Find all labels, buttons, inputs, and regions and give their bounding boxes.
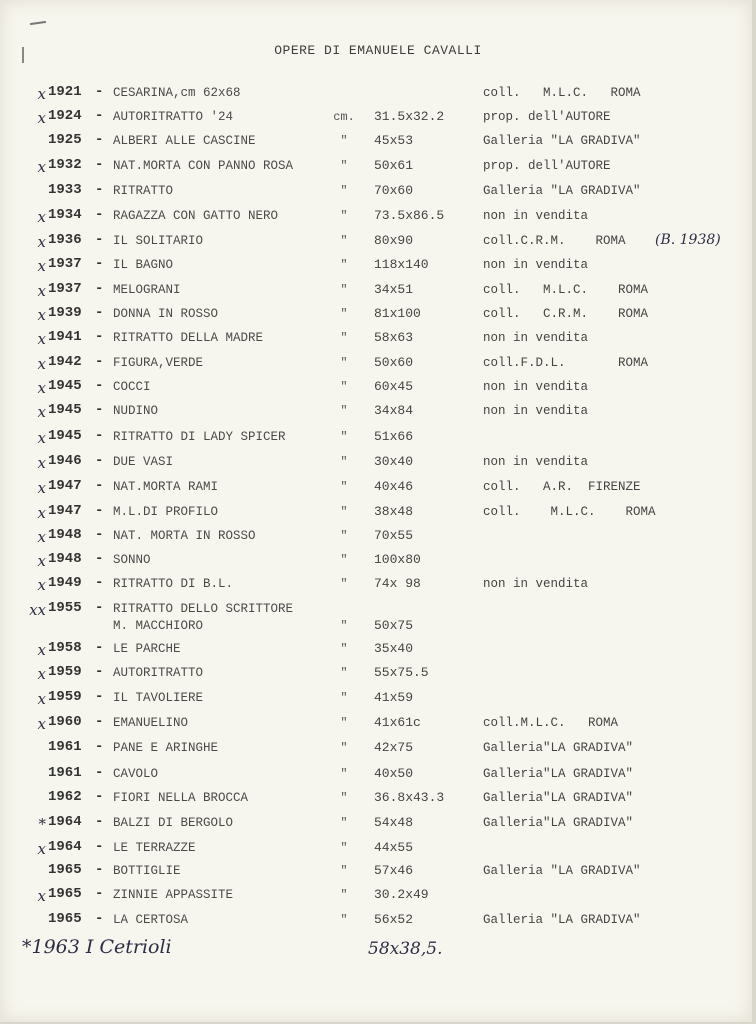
location: non in vendita bbox=[483, 331, 589, 345]
artwork-title: DONNA IN ROSSO bbox=[113, 307, 219, 321]
dash: - bbox=[95, 453, 104, 469]
row-mark: xx bbox=[29, 601, 46, 619]
artwork-title: ZINNIE APPASSITE bbox=[113, 888, 234, 902]
dimensions: 58x63 bbox=[374, 330, 414, 345]
location: coll.C.R.M. ROMA bbox=[483, 234, 626, 248]
location: Galleria "LA GRADIVA" bbox=[483, 184, 641, 198]
dash: - bbox=[95, 600, 104, 616]
table-row bbox=[0, 232, 752, 254]
artwork-title: AUTORITRATTO bbox=[113, 666, 204, 680]
artwork-title: SONNO bbox=[113, 553, 151, 567]
dimensions: 74x 98 bbox=[374, 576, 421, 591]
year: 1959 bbox=[48, 664, 82, 680]
handwritten-entry: *1963 I Cetrioli bbox=[22, 936, 172, 958]
year: 1937 bbox=[48, 256, 82, 272]
artwork-title: FIGURA,VERDE bbox=[113, 356, 204, 370]
dimensions: 35x40 bbox=[374, 641, 414, 656]
table-row bbox=[0, 575, 752, 597]
dimensions: 45x53 bbox=[374, 133, 414, 148]
year: 1933 bbox=[48, 182, 82, 198]
ditto-mark: " bbox=[340, 404, 348, 418]
ditto-mark: " bbox=[340, 430, 348, 444]
artwork-title: NAT.MORTA CON PANNO ROSA bbox=[113, 159, 294, 173]
dash: - bbox=[95, 886, 104, 902]
table-row bbox=[0, 503, 752, 525]
year: 1947 bbox=[48, 503, 82, 519]
dash: - bbox=[95, 329, 104, 345]
table-row bbox=[0, 789, 752, 811]
dimensions: 81x100 bbox=[374, 306, 421, 321]
year: 1947 bbox=[48, 478, 82, 494]
year: 1959 bbox=[48, 689, 82, 705]
year: 1965 bbox=[48, 886, 82, 902]
ditto-mark: " bbox=[340, 791, 348, 805]
dimensions: 70x55 bbox=[374, 528, 414, 543]
location: Galleria"LA GRADIVA" bbox=[483, 741, 634, 755]
dimensions: 50x60 bbox=[374, 355, 414, 370]
year: 1936 bbox=[48, 232, 82, 248]
year: 1965 bbox=[48, 862, 82, 878]
table-row bbox=[0, 714, 752, 736]
ditto-mark: " bbox=[340, 913, 348, 927]
table-row bbox=[0, 640, 752, 662]
artwork-title: BALZI DI BERGOLO bbox=[113, 816, 234, 830]
ditto-mark: " bbox=[340, 816, 348, 830]
dimensions: 57x46 bbox=[374, 863, 414, 878]
row-mark: x bbox=[37, 85, 46, 103]
row-mark: x bbox=[37, 665, 46, 683]
dimensions: 60x45 bbox=[374, 379, 414, 394]
year: 1925 bbox=[48, 132, 82, 148]
ditto-mark: " bbox=[340, 741, 348, 755]
year: 1934 bbox=[48, 207, 82, 223]
row-mark: x bbox=[37, 576, 46, 594]
year: 1962 bbox=[48, 789, 82, 805]
dimensions: 51x66 bbox=[374, 429, 414, 444]
dash: - bbox=[95, 551, 104, 567]
artwork-title: IL SOLITARIO bbox=[113, 234, 204, 248]
dimensions: 41x61c bbox=[374, 715, 421, 730]
year: 1955 bbox=[48, 600, 82, 616]
year: 1961 bbox=[48, 739, 82, 755]
row-mark: x bbox=[37, 840, 46, 858]
table-row bbox=[0, 207, 752, 229]
table-row bbox=[0, 354, 752, 376]
dimensions: 54x48 bbox=[374, 815, 414, 830]
location: coll. M.L.C. ROMA bbox=[483, 505, 656, 519]
dimensions: 34x51 bbox=[374, 282, 414, 297]
dash: - bbox=[95, 814, 104, 830]
location: non in vendita bbox=[483, 404, 589, 418]
year: 1932 bbox=[48, 157, 82, 173]
dash: - bbox=[95, 640, 104, 656]
location: coll.M.L.C. ROMA bbox=[483, 716, 619, 730]
location: Galleria"LA GRADIVA" bbox=[483, 791, 634, 805]
pen-mark bbox=[30, 21, 46, 25]
dimensions: 50x75 bbox=[374, 618, 414, 633]
ditto-mark: " bbox=[340, 505, 348, 519]
table-row bbox=[0, 689, 752, 711]
artwork-title: COCCI bbox=[113, 380, 151, 394]
year: 1960 bbox=[48, 714, 82, 730]
table-row bbox=[0, 108, 752, 130]
table-row bbox=[0, 617, 752, 639]
dimensions: 70x60 bbox=[374, 183, 414, 198]
row-mark: x bbox=[37, 403, 46, 421]
table-row bbox=[0, 132, 752, 154]
location: coll.F.D.L. ROMA bbox=[483, 356, 649, 370]
ditto-mark: " bbox=[340, 331, 348, 345]
dimensions: 50x61 bbox=[374, 158, 414, 173]
dash: - bbox=[95, 256, 104, 272]
table-row bbox=[0, 281, 752, 303]
artwork-title: NAT.MORTA RAMI bbox=[113, 480, 219, 494]
table-row bbox=[0, 911, 752, 933]
ditto-mark: " bbox=[340, 666, 348, 680]
year: 1942 bbox=[48, 354, 82, 370]
row-mark: x bbox=[37, 306, 46, 324]
ditto-mark: " bbox=[340, 619, 348, 633]
table-row bbox=[0, 551, 752, 573]
table-row bbox=[0, 402, 752, 424]
ditto-mark: " bbox=[340, 258, 348, 272]
dimensions: 30.2x49 bbox=[374, 887, 429, 902]
ditto-mark: " bbox=[340, 716, 348, 730]
artwork-title: DUE VASI bbox=[113, 455, 174, 469]
location: Galleria"LA GRADIVA" bbox=[483, 816, 634, 830]
dash: - bbox=[95, 108, 104, 124]
table-row bbox=[0, 739, 752, 761]
artwork-title: RAGAZZA CON GATTO NERO bbox=[113, 209, 279, 223]
dash: - bbox=[95, 911, 104, 927]
location: coll. M.L.C. ROMA bbox=[483, 283, 649, 297]
dash: - bbox=[95, 378, 104, 394]
year: 1964 bbox=[48, 814, 82, 830]
location: coll. M.L.C. ROMA bbox=[483, 86, 641, 100]
row-mark: x bbox=[37, 887, 46, 905]
row-mark: x bbox=[37, 715, 46, 733]
artwork-title: PANE E ARINGHE bbox=[113, 741, 219, 755]
artwork-title: BOTTIGLIE bbox=[113, 864, 181, 878]
table-row bbox=[0, 886, 752, 908]
table-row bbox=[0, 84, 752, 106]
dash: - bbox=[95, 182, 104, 198]
row-mark: x bbox=[37, 109, 46, 127]
artwork-title: MELOGRANI bbox=[113, 283, 181, 297]
location: non in vendita bbox=[483, 380, 589, 394]
row-mark: x bbox=[37, 641, 46, 659]
artwork-title: IL TAVOLIERE bbox=[113, 691, 204, 705]
dash: - bbox=[95, 789, 104, 805]
dash: - bbox=[95, 157, 104, 173]
ditto-mark: " bbox=[340, 577, 348, 591]
dimensions: 30x40 bbox=[374, 454, 414, 469]
row-mark: x bbox=[37, 257, 46, 275]
artwork-title: AUTORITRATTO '24 bbox=[113, 110, 234, 124]
artwork-title: RITRATTO DI LADY SPICER bbox=[113, 430, 286, 444]
ditto-mark: " bbox=[340, 234, 348, 248]
row-mark: x bbox=[37, 552, 46, 570]
ditto-mark: " bbox=[340, 380, 348, 394]
artwork-title: LE TERRAZZE bbox=[113, 841, 196, 855]
location: non in vendita bbox=[483, 577, 589, 591]
dimensions: 31.5x32.2 bbox=[374, 109, 445, 124]
table-row bbox=[0, 157, 752, 179]
year: 1921 bbox=[48, 84, 82, 100]
dash: - bbox=[95, 478, 104, 494]
year: 1939 bbox=[48, 305, 82, 321]
artwork-title: RITRATTO bbox=[113, 184, 174, 198]
row-mark: x bbox=[37, 355, 46, 373]
table-row bbox=[0, 862, 752, 884]
dash: - bbox=[95, 714, 104, 730]
dash: - bbox=[95, 207, 104, 223]
row-mark: x bbox=[37, 479, 46, 497]
table-row bbox=[0, 839, 752, 861]
handwritten-note: (B. 1938) bbox=[655, 232, 721, 248]
row-mark: x bbox=[37, 379, 46, 397]
ditto-mark: " bbox=[340, 553, 348, 567]
dimensions: 36.8x43.3 bbox=[374, 790, 445, 805]
ditto-mark: " bbox=[340, 691, 348, 705]
table-row bbox=[0, 428, 752, 450]
dimensions: 40x50 bbox=[374, 766, 414, 781]
artwork-title: EMANUELINO bbox=[113, 716, 189, 730]
ditto-mark: " bbox=[340, 134, 348, 148]
ditto-mark: " bbox=[340, 455, 348, 469]
location: Galleria "LA GRADIVA" bbox=[483, 134, 641, 148]
ditto-mark: " bbox=[340, 767, 348, 781]
artwork-title: IL BAGNO bbox=[113, 258, 174, 272]
row-mark: x bbox=[37, 429, 46, 447]
dimensions: 56x52 bbox=[374, 912, 414, 927]
dimensions: 42x75 bbox=[374, 740, 414, 755]
dash: - bbox=[95, 575, 104, 591]
location: non in vendita bbox=[483, 258, 589, 272]
ditto-mark: " bbox=[340, 888, 348, 902]
dimensions: 34x84 bbox=[374, 403, 414, 418]
ditto-mark: " bbox=[340, 209, 348, 223]
table-row bbox=[0, 329, 752, 351]
year: 1946 bbox=[48, 453, 82, 469]
dimensions: 118x140 bbox=[374, 257, 429, 272]
year: 1948 bbox=[48, 551, 82, 567]
location: Galleria "LA GRADIVA" bbox=[483, 864, 641, 878]
year: 1961 bbox=[48, 765, 82, 781]
dimensions: 100x80 bbox=[374, 552, 421, 567]
year: 1945 bbox=[48, 402, 82, 418]
location: non in vendita bbox=[483, 455, 589, 469]
ditto-mark: " bbox=[340, 283, 348, 297]
ditto-mark: cm. bbox=[333, 110, 355, 124]
row-mark: x bbox=[37, 233, 46, 251]
row-mark: x bbox=[37, 504, 46, 522]
dash: - bbox=[95, 305, 104, 321]
dash: - bbox=[95, 664, 104, 680]
dash: - bbox=[95, 402, 104, 418]
dash: - bbox=[95, 839, 104, 855]
location: prop. dell'AUTORE bbox=[483, 110, 611, 124]
artwork-title: ALBERI ALLE CASCINE bbox=[113, 134, 256, 148]
year: 1949 bbox=[48, 575, 82, 591]
location: Galleria"LA GRADIVA" bbox=[483, 767, 634, 781]
table-row bbox=[0, 182, 752, 204]
dimensions: 80x90 bbox=[374, 233, 414, 248]
artwork-title: CAVOLO bbox=[113, 767, 159, 781]
dash: - bbox=[95, 428, 104, 444]
ditto-mark: " bbox=[340, 184, 348, 198]
ditto-mark: " bbox=[340, 841, 348, 855]
location: coll. A.R. FIRENZE bbox=[483, 480, 641, 494]
table-row bbox=[0, 256, 752, 278]
row-mark: * bbox=[38, 815, 46, 833]
row-mark: x bbox=[37, 690, 46, 708]
dimensions: 55x75.5 bbox=[374, 665, 429, 680]
dimensions: 38x48 bbox=[374, 504, 414, 519]
ditto-mark: " bbox=[340, 480, 348, 494]
year: 1941 bbox=[48, 329, 82, 345]
ditto-mark: " bbox=[340, 529, 348, 543]
dash: - bbox=[95, 862, 104, 878]
artwork-title: NUDINO bbox=[113, 404, 159, 418]
table-row bbox=[0, 378, 752, 400]
page-title: OPERE DI EMANUELE CAVALLI bbox=[274, 43, 482, 58]
artwork-title: M. MACCHIORO bbox=[113, 619, 204, 633]
year: 1945 bbox=[48, 428, 82, 444]
artwork-title: LA CERTOSA bbox=[113, 913, 189, 927]
dash: - bbox=[95, 527, 104, 543]
dash: - bbox=[95, 765, 104, 781]
table-row bbox=[0, 305, 752, 327]
table-row bbox=[0, 453, 752, 475]
location: Galleria "LA GRADIVA" bbox=[483, 913, 641, 927]
year: 1937 bbox=[48, 281, 82, 297]
dash: - bbox=[95, 503, 104, 519]
location: non in vendita bbox=[483, 209, 589, 223]
dash: - bbox=[95, 232, 104, 248]
location: coll. C.R.M. ROMA bbox=[483, 307, 649, 321]
year: 1945 bbox=[48, 378, 82, 394]
year: 1965 bbox=[48, 911, 82, 927]
year: 1924 bbox=[48, 108, 82, 124]
artwork-title: NAT. MORTA IN ROSSO bbox=[113, 529, 256, 543]
row-mark: x bbox=[37, 528, 46, 546]
ditto-mark: " bbox=[340, 307, 348, 321]
row-mark: x bbox=[37, 158, 46, 176]
artwork-title: M.L.DI PROFILO bbox=[113, 505, 219, 519]
dash: - bbox=[95, 689, 104, 705]
ditto-mark: " bbox=[340, 356, 348, 370]
year: 1948 bbox=[48, 527, 82, 543]
location: prop. dell'AUTORE bbox=[483, 159, 611, 173]
table-row bbox=[0, 527, 752, 549]
handwritten-dimensions: 58x38,5. bbox=[368, 939, 443, 959]
table-row bbox=[0, 814, 752, 836]
year: 1964 bbox=[48, 839, 82, 855]
artwork-title: CESARINA,cm 62x68 bbox=[113, 86, 241, 100]
dimensions: 40x46 bbox=[374, 479, 414, 494]
dimensions: 73.5x86.5 bbox=[374, 208, 445, 223]
dash: - bbox=[95, 84, 104, 100]
dash: - bbox=[95, 739, 104, 755]
row-mark: x bbox=[37, 330, 46, 348]
ditto-mark: " bbox=[340, 864, 348, 878]
row-mark: x bbox=[37, 454, 46, 472]
dash: - bbox=[95, 354, 104, 370]
table-row bbox=[0, 478, 752, 500]
artwork-title: FIORI NELLA BROCCA bbox=[113, 791, 249, 805]
ditto-mark: " bbox=[340, 159, 348, 173]
dimensions: 41x59 bbox=[374, 690, 414, 705]
row-mark: x bbox=[37, 208, 46, 226]
ditto-mark: " bbox=[340, 642, 348, 656]
dimensions: 44x55 bbox=[374, 840, 414, 855]
table-row bbox=[0, 765, 752, 787]
artwork-title: RITRATTO DELLO SCRITTORE bbox=[113, 602, 294, 616]
year: 1958 bbox=[48, 640, 82, 656]
dash: - bbox=[95, 132, 104, 148]
artwork-title: RITRATTO DI B.L. bbox=[113, 577, 234, 591]
artwork-title: RITRATTO DELLA MADRE bbox=[113, 331, 264, 345]
dash: - bbox=[95, 281, 104, 297]
row-mark: x bbox=[37, 282, 46, 300]
table-row bbox=[0, 664, 752, 686]
artwork-title: LE PARCHE bbox=[113, 642, 181, 656]
